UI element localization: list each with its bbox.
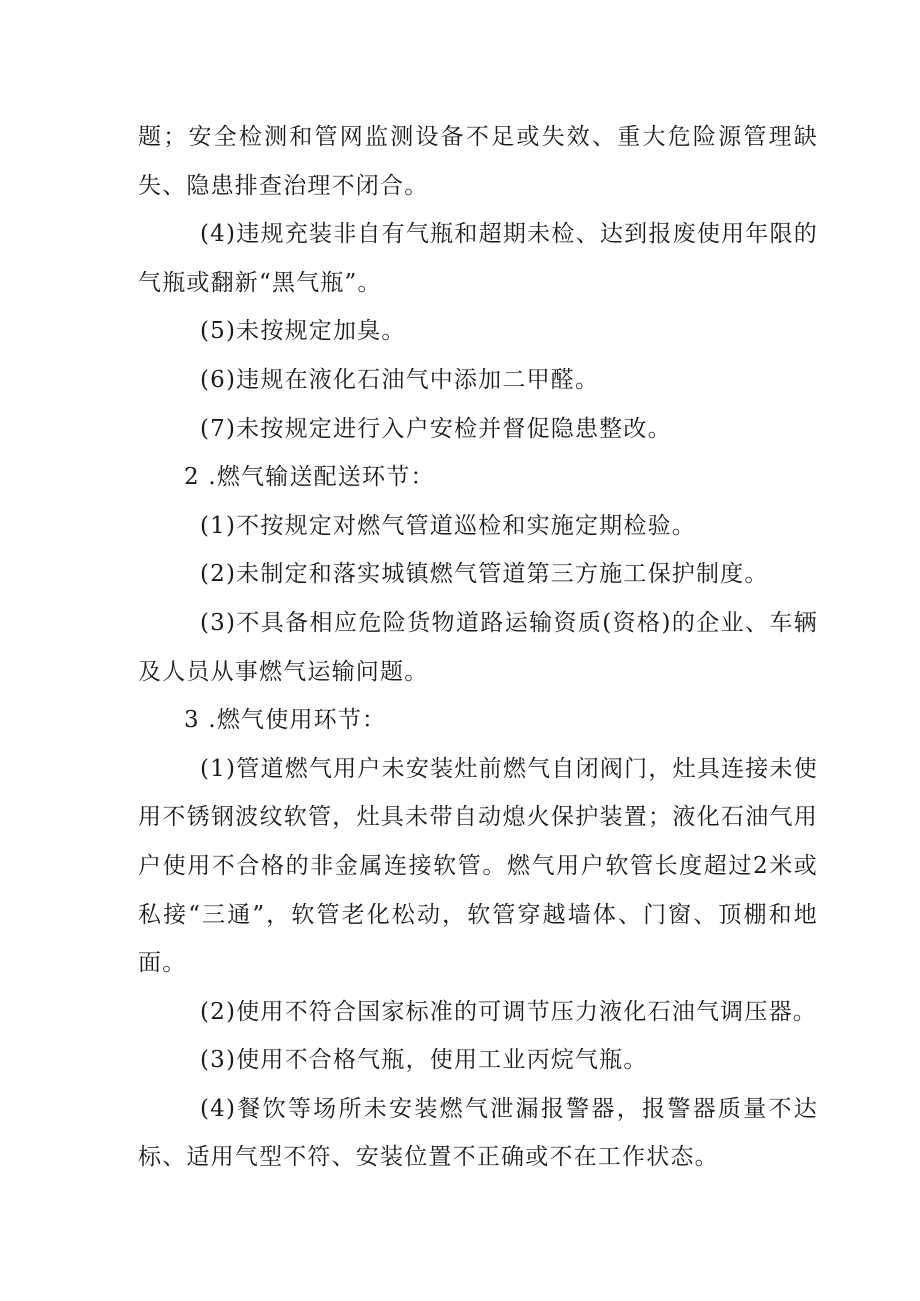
paragraph-item-1: (1)不按规定对燃气管道巡检和实施定期检验。	[200, 512, 696, 539]
document-body	[138, 113, 818, 1182]
paragraph-item-3: (3)不具备相应危险货物道路运输资质(资格)的企业、车辆及人员从事燃气运输问题。	[138, 609, 818, 685]
paragraph-item-4: (4)违规充装非自有气瓶和超期未检、达到报废使用年限的气瓶或翻新“黑气瓶”。	[138, 221, 818, 296]
paragraph-item-3: (3)使用不合格气瓶，使用工业丙烷气瓶。	[200, 1047, 648, 1074]
section-heading-2: 2 .燃气输送配送环节：	[184, 464, 435, 491]
paragraph-item-2: (2)使用不符合国家标准的可调节压力液化石油气调压器。	[200, 998, 817, 1025]
paragraph-item-1: (1)管道燃气用户未安装灶前燃气自闭阀门，灶具连接未使用不锈钢波纹软管，灶具未带自动熄火保护装置；液化石油气用户使用不合格的非金属连接软管。燃气用户软管长度超过2米或私接“三通”，软管老化松动，软管穿越墙体、门窗、顶棚和地面。	[138, 755, 818, 977]
paragraph-item-7: (7)未按规定进行入户安检并督促隐患整改。	[200, 415, 672, 442]
paragraph-item-6: (6)违规在液化石油气中添加二甲醛。	[200, 366, 600, 393]
paragraph-item-5: (5)未按规定加臭。	[200, 318, 406, 345]
paragraph-item-4: (4)餐饮等场所未安装燃气泄漏报警器，报警器质量不达标、适用气型不符、安装位置不正确或不在工作状态。	[138, 1095, 818, 1171]
paragraph-continuation: 题；安全检测和管网监测设备不足或失效、重大危险源管理缺失、隐患排查治理不闭合。	[138, 124, 818, 199]
section-heading-3: 3 .燃气使用环节：	[184, 707, 387, 734]
paragraph-item-2: (2)未制定和落实城镇燃气管道第三方施工保护制度。	[200, 561, 769, 588]
